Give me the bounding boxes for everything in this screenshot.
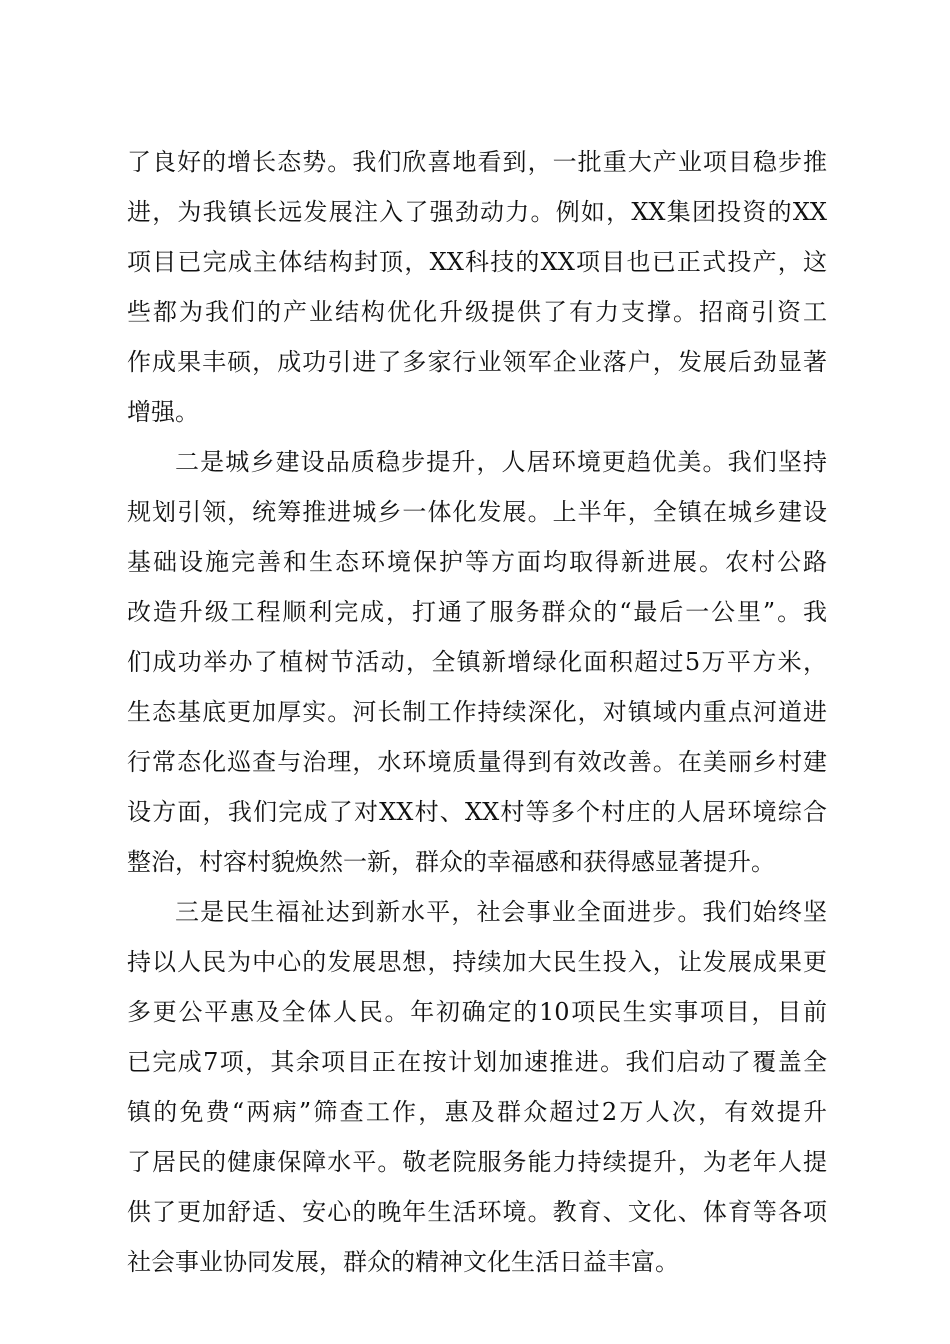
text-line: 生态基底更加厚实。河长制工作持续深化，对镇域内重点河道进	[127, 698, 827, 726]
text-line: 已完成7项，其余项目正在按计划加速推进。我们启动了覆盖全	[127, 1048, 827, 1076]
text-line: 们成功举办了植树节活动，全镇新增绿化面积超过5万平方米，	[127, 648, 827, 676]
text-line: 作成果丰硕，成功引进了多家行业领军企业落户，发展后劲显著	[127, 348, 827, 376]
text-line: 增强。	[127, 398, 199, 426]
text-line: 三是民生福祉达到新水平，社会事业全面进步。我们始终坚	[175, 898, 827, 926]
text-line: 社会事业协同发展，群众的精神文化生活日益丰富。	[127, 1248, 679, 1276]
text-line: 进，为我镇长远发展注入了强劲动力。例如，XX集团投资的XX	[127, 198, 827, 226]
text-line: 行常态化巡查与治理，水环境质量得到有效改善。在美丽乡村建	[127, 748, 827, 776]
text-line: 些都为我们的产业结构优化升级提供了有力支撑。招商引资工	[127, 298, 827, 326]
text-line: 了良好的增长态势。我们欣喜地看到，一批重大产业项目稳步推	[127, 148, 827, 176]
text-line: 供了更加舒适、安心的晚年生活环境。教育、文化、体育等各项	[127, 1198, 827, 1226]
document-page	[127, 137, 827, 1287]
text-line: 二是城乡建设品质稳步提升，人居环境更趋优美。我们坚持	[175, 448, 827, 476]
text-line: 设方面，我们完成了对XX村、XX村等多个村庄的人居环境综合	[127, 798, 827, 826]
paragraph	[127, 437, 827, 887]
text-line: 基础设施完善和生态环境保护等方面均取得新进展。农村公路	[127, 548, 827, 576]
text-line: 规划引领，统筹推进城乡一体化发展。上半年，全镇在城乡建设	[127, 498, 827, 526]
text-line: 整治，村容村貌焕然一新，群众的幸福感和获得感显著提升。	[127, 848, 775, 876]
text-line: 镇的免费“两病”筛查工作，惠及群众超过2万人次，有效提升	[127, 1098, 827, 1126]
paragraph	[127, 137, 827, 437]
paragraph	[127, 887, 827, 1287]
text-line: 持以人民为中心的发展思想，持续加大民生投入，让发展成果更	[127, 948, 827, 976]
text-line: 了居民的健康保障水平。敬老院服务能力持续提升，为老年人提	[127, 1148, 827, 1176]
text-line: 改造升级工程顺利完成，打通了服务群众的“最后一公里”。我	[127, 598, 827, 626]
text-line: 多更公平惠及全体人民。年初确定的10项民生实事项目，目前	[127, 998, 827, 1026]
text-line: 项目已完成主体结构封顶，XX科技的XX项目也已正式投产，这	[127, 248, 827, 276]
